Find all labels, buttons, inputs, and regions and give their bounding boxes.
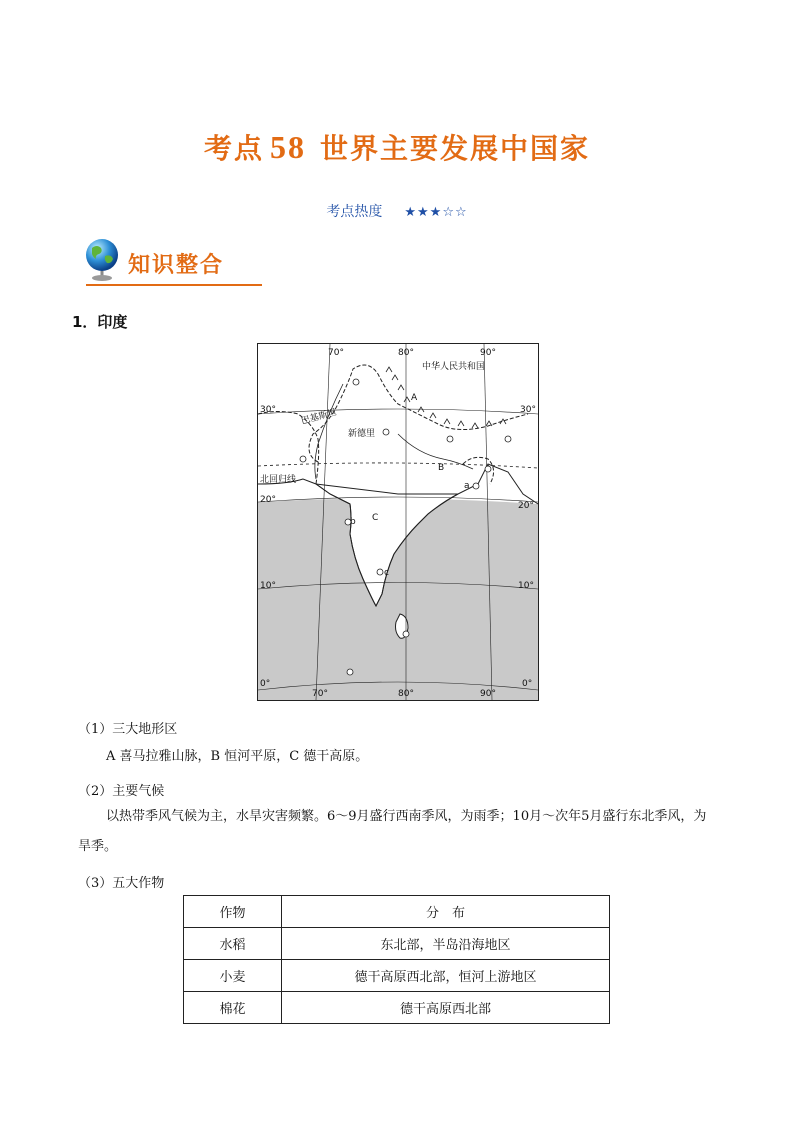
subheading-crops: （3）五大作物 — [78, 876, 165, 891]
lat-20-right: 20° — [518, 501, 534, 511]
lat-0-right: 0° — [522, 679, 533, 689]
label-B: B — [438, 463, 445, 473]
lat-30-right: 30° — [520, 405, 536, 415]
table-cell: 东北部，半岛沿海地区 — [282, 928, 610, 960]
table-cell: 小麦 — [184, 960, 282, 992]
label-tropic: 北回归线 — [260, 475, 297, 485]
table-cell: 德干高原西北部，恒河上游地区 — [282, 960, 610, 992]
table-header-row — [184, 896, 610, 928]
table-row — [184, 992, 610, 1024]
heat-rating — [0, 201, 794, 221]
label-a: a — [464, 481, 470, 491]
label-pakistan: 巴基斯坦 — [300, 407, 338, 427]
title-text: 世界主要发展中国家 — [320, 132, 591, 165]
title-number: 58 — [270, 129, 306, 165]
table-row — [184, 928, 610, 960]
section-title: 知识整合 — [128, 253, 225, 278]
lat-20-left: 20° — [260, 495, 276, 505]
table-cell: 水稻 — [184, 928, 282, 960]
label-C: C — [372, 513, 379, 523]
page-title — [0, 127, 794, 167]
lat-10-left: 10° — [260, 581, 276, 591]
table-cell: 德干高原西北部 — [282, 992, 610, 1024]
india-map — [257, 343, 539, 701]
lat-30-left: 30° — [260, 405, 276, 415]
lon-80-top: 80° — [398, 348, 414, 358]
subheading-landforms: （1）三大地形区 — [78, 722, 178, 737]
lon-90-bottom: 90° — [480, 689, 496, 699]
table-header-distribution: 分 布 — [282, 896, 610, 928]
heading-india: 1．印度 — [72, 313, 128, 331]
lat-0-left: 0° — [260, 679, 271, 689]
table-cell: 棉花 — [184, 992, 282, 1024]
crops-table — [183, 895, 610, 1024]
table-row — [184, 960, 610, 992]
label-A: A — [411, 393, 418, 403]
landforms-text: A 喜马拉雅山脉，B 恒河平原，C 德干高原。 — [106, 749, 369, 764]
label-china: 中华人民共和国 — [422, 362, 486, 372]
globe-icon — [80, 236, 124, 282]
lon-70-bottom: 70° — [312, 689, 328, 699]
section-underline — [86, 284, 262, 286]
lat-10-right: 10° — [518, 581, 534, 591]
map-svg — [258, 344, 538, 700]
lon-70-top: 70° — [328, 348, 344, 358]
climate-text: 以热带季风气候为主，水旱灾害频繁。6～9月盛行西南季风，为雨季；10月～次年5月盛行东北季风，为旱季。 — [78, 809, 707, 854]
label-c: c — [384, 568, 389, 578]
label-b: b — [350, 517, 356, 527]
label-delhi: 新德里 — [348, 429, 376, 439]
subheading-climate: （2）主要气候 — [78, 784, 165, 799]
heat-stars: ★★★☆☆ — [404, 205, 468, 220]
section-header — [80, 236, 262, 288]
lon-80-bottom: 80° — [398, 689, 414, 699]
table-header-crop: 作物 — [184, 896, 282, 928]
heat-label: 考点热度 — [326, 204, 383, 220]
title-prefix: 考点 — [203, 132, 264, 165]
lon-90-top: 90° — [480, 348, 496, 358]
